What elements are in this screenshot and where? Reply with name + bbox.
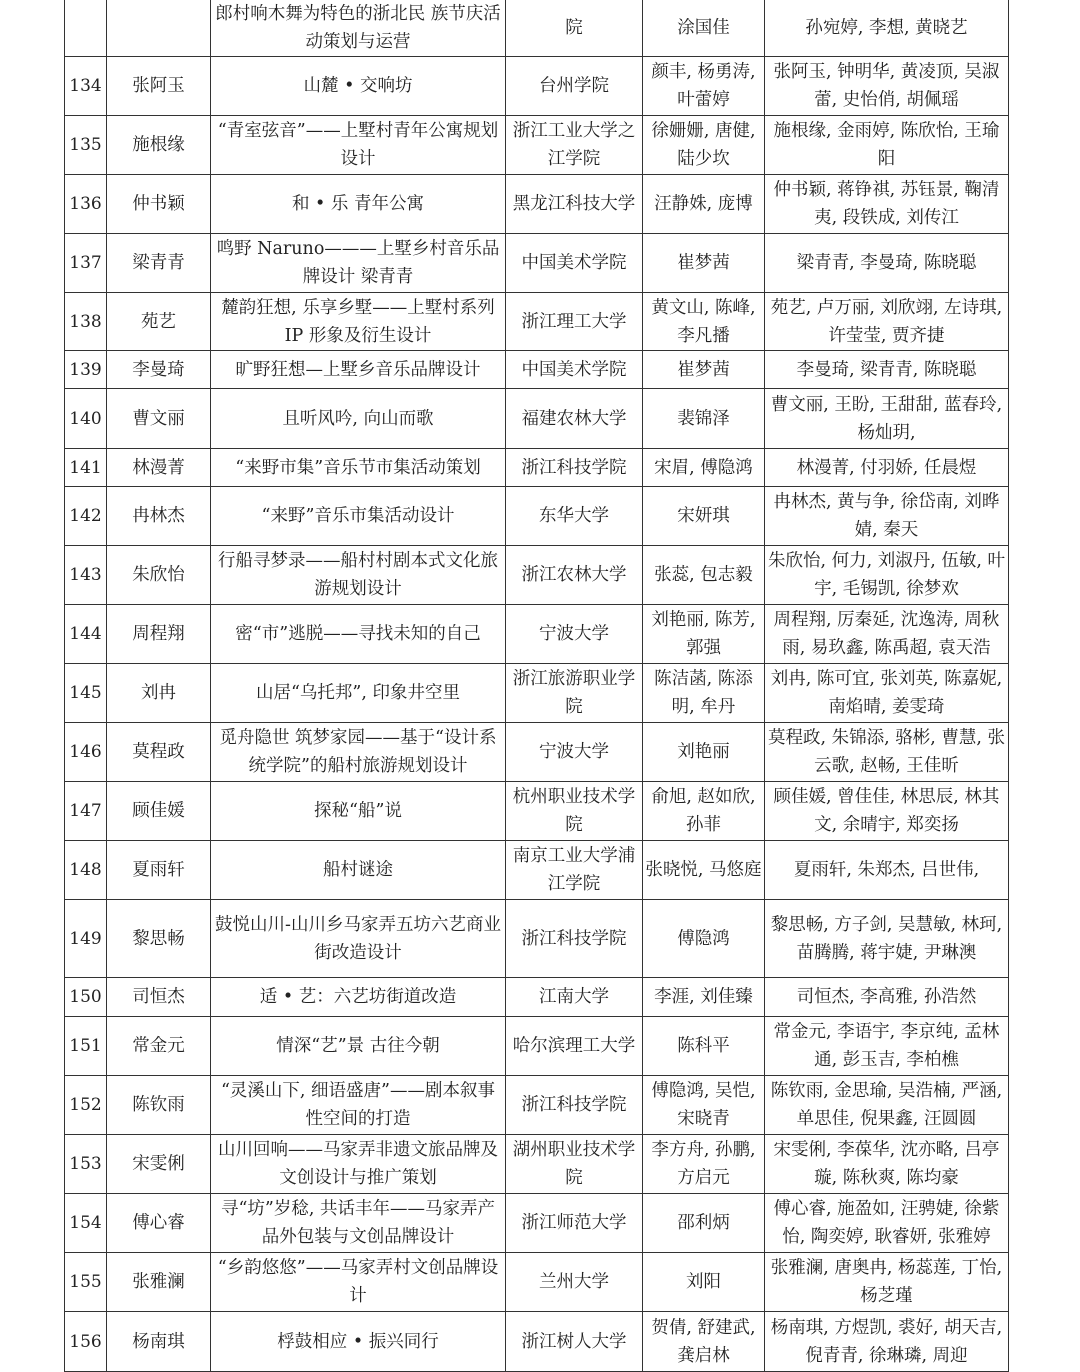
row-number-cell: 139 xyxy=(65,351,107,389)
team-members-cell: 林漫菁, 付羽娇, 任晨煜 xyxy=(765,449,1009,487)
row-number-cell: 149 xyxy=(65,900,107,978)
leader-name-cell: 常金元 xyxy=(107,1017,211,1076)
table-row xyxy=(65,1135,1009,1194)
leader-name-cell: 朱欣怡 xyxy=(107,546,211,605)
table-row xyxy=(65,841,1009,900)
project-title-cell: “灵溪山下, 细语盛唐”——剧本叙事性空间的打造 xyxy=(211,1076,506,1135)
row-number-cell: 144 xyxy=(65,605,107,664)
row-number-cell: 142 xyxy=(65,487,107,546)
team-members-cell: 傅心睿, 施盈如, 汪骋婕, 徐紫怡, 陶奕婷, 耿睿妍, 张雅婷 xyxy=(765,1194,1009,1253)
project-title-cell: 觅舟隐世 筑梦家园——基于“设计系统学院”的船村旅游规划设计 xyxy=(211,723,506,782)
table-row xyxy=(65,449,1009,487)
advisor-names-cell: 傅隐鸿 xyxy=(643,900,765,978)
advisor-names-cell: 宋妍琪 xyxy=(643,487,765,546)
advisor-names-cell: 贺倩, 舒建武, 龚启林 xyxy=(643,1312,765,1372)
school-name-cell: 福建农林大学 xyxy=(506,389,643,449)
school-name-cell: 台州学院 xyxy=(506,57,643,116)
project-title-cell: 麓韵狂想, 乐享乡墅——上墅村系列 IP 形象及衍生设计 xyxy=(211,293,506,351)
team-members-cell: 莫程政, 朱锦添, 骆彬, 曹慧, 张云歌, 赵畅, 王佳昕 xyxy=(765,723,1009,782)
school-name-cell: 黑龙江科技大学 xyxy=(506,175,643,234)
table-row xyxy=(65,487,1009,546)
table-row xyxy=(65,57,1009,116)
table-row xyxy=(65,234,1009,293)
team-members-cell: 张阿玉, 钟明华, 黄凌顶, 吴淑蕾, 史怡俏, 胡佩瑶 xyxy=(765,57,1009,116)
table-row xyxy=(65,0,1009,57)
table-row xyxy=(65,900,1009,978)
team-members-cell: 仲书颖, 蒋铮祺, 苏钰景, 鞠清夷, 段铁成, 刘传江 xyxy=(765,175,1009,234)
leader-name-cell: 顾佳媛 xyxy=(107,782,211,841)
advisor-names-cell: 宋眉, 傅隐鸿 xyxy=(643,449,765,487)
project-title-cell: 和 • 乐 青年公寓 xyxy=(211,175,506,234)
advisor-names-cell: 刘艳丽, 陈芳, 郭强 xyxy=(643,605,765,664)
project-title-cell: 鼓悦山川-山川乡马家弄五坊六艺商业街改造设计 xyxy=(211,900,506,978)
team-members-cell: 苑艺, 卢万丽, 刘欣翊, 左诗琪, 许莹莹, 贾齐捷 xyxy=(765,293,1009,351)
advisor-names-cell: 涂国佳 xyxy=(643,0,765,57)
table-row xyxy=(65,1312,1009,1372)
table-row xyxy=(65,978,1009,1017)
leader-name-cell: 莫程政 xyxy=(107,723,211,782)
school-name-cell: 浙江科技学院 xyxy=(506,1076,643,1135)
project-title-cell: “来野”音乐市集活动设计 xyxy=(211,487,506,546)
team-members-cell: 顾佳媛, 曾佳佳, 林思辰, 林其文, 余晴宇, 郑奕扬 xyxy=(765,782,1009,841)
advisor-names-cell: 李涯, 刘佳臻 xyxy=(643,978,765,1017)
leader-name-cell: 施根缘 xyxy=(107,116,211,175)
project-title-cell: 船村谜途 xyxy=(211,841,506,900)
row-number-cell: 148 xyxy=(65,841,107,900)
team-members-cell: 施根缘, 金雨婷, 陈欣怡, 王瑜阳 xyxy=(765,116,1009,175)
advisor-names-cell: 张蕊, 包志毅 xyxy=(643,546,765,605)
leader-name-cell: 冉林杰 xyxy=(107,487,211,546)
project-title-cell: 适 • 艺：六艺坊街道改造 xyxy=(211,978,506,1017)
team-members-cell: 曹文丽, 王盼, 王甜甜, 蓝春玲, 杨灿玥, xyxy=(765,389,1009,449)
table-row xyxy=(65,351,1009,389)
leader-name-cell: 周程翔 xyxy=(107,605,211,664)
row-number-cell: 152 xyxy=(65,1076,107,1135)
team-members-cell: 朱欣怡, 何力, 刘淑丹, 伍敏, 叶宇, 毛锡凯, 徐梦欢 xyxy=(765,546,1009,605)
award-list-table xyxy=(64,0,1009,1372)
leader-name-cell: 黎思畅 xyxy=(107,900,211,978)
row-number-cell: 134 xyxy=(65,57,107,116)
project-title-cell: 且听风吟, 向山而歌 xyxy=(211,389,506,449)
team-members-cell: 宋雯俐, 李葆华, 沈亦略, 吕亭璇, 陈秋爽, 陈均豪 xyxy=(765,1135,1009,1194)
advisor-names-cell: 傅隐鸿, 吴恺, 宋晓青 xyxy=(643,1076,765,1135)
team-members-cell: 黎思畅, 方子剑, 吴慧敏, 林珂, 苗腾腾, 蒋宇婕, 尹琳澳 xyxy=(765,900,1009,978)
project-title-cell: 山川回响——马家弄非遗文旅品牌及文创设计与推广策划 xyxy=(211,1135,506,1194)
project-title-cell: 行船寻梦录——船村村剧本式文化旅游规划设计 xyxy=(211,546,506,605)
project-title-cell: 旷野狂想—上墅乡音乐品牌设计 xyxy=(211,351,506,389)
advisor-names-cell: 黄文山, 陈峰, 李凡播 xyxy=(643,293,765,351)
school-name-cell: 宁波大学 xyxy=(506,723,643,782)
team-members-cell: 夏雨轩, 朱郑杰, 吕世伟, xyxy=(765,841,1009,900)
team-members-cell: 李曼琦, 梁青青, 陈晓聪 xyxy=(765,351,1009,389)
school-name-cell: 浙江树人大学 xyxy=(506,1312,643,1372)
leader-name-cell: 林漫菁 xyxy=(107,449,211,487)
school-name-cell: 东华大学 xyxy=(506,487,643,546)
row-number-cell: 136 xyxy=(65,175,107,234)
leader-name-cell: 宋雯俐 xyxy=(107,1135,211,1194)
advisor-names-cell: 崔梦茜 xyxy=(643,234,765,293)
table-row xyxy=(65,1017,1009,1076)
project-title-cell: “乡韵悠悠”——马家弄村文创品牌设计 xyxy=(211,1253,506,1312)
team-members-cell: 常金元, 李语宇, 李京纯, 孟林通, 彭玉吉, 李柏樵 xyxy=(765,1017,1009,1076)
project-title-cell: 郎村响木舞为特色的浙北民 族节庆活动策划与运营 xyxy=(211,0,506,57)
leader-name-cell: 苑艺 xyxy=(107,293,211,351)
team-members-cell: 杨南琪, 方煜凯, 裘好, 胡天吉, 倪青青, 徐琳璘, 周迎 xyxy=(765,1312,1009,1372)
project-title-cell: 寻“坊”岁稔, 共话丰年——马家弄产品外包装与文创品牌设计 xyxy=(211,1194,506,1253)
table-row xyxy=(65,782,1009,841)
table-row xyxy=(65,389,1009,449)
leader-name-cell: 夏雨轩 xyxy=(107,841,211,900)
school-name-cell: 江南大学 xyxy=(506,978,643,1017)
advisor-names-cell: 崔梦茜 xyxy=(643,351,765,389)
school-name-cell: 中国美术学院 xyxy=(506,234,643,293)
table-row xyxy=(65,1076,1009,1135)
advisor-names-cell: 颜丰, 杨勇涛, 叶蕾婷 xyxy=(643,57,765,116)
row-number-cell: 146 xyxy=(65,723,107,782)
leader-name-cell: 张雅澜 xyxy=(107,1253,211,1312)
leader-name-cell: 梁青青 xyxy=(107,234,211,293)
school-name-cell: 杭州职业技术学院 xyxy=(506,782,643,841)
project-title-cell: 情深“艺”景 古往今朝 xyxy=(211,1017,506,1076)
project-title-cell: 桴鼓相应 • 振兴同行 xyxy=(211,1312,506,1372)
school-name-cell: 浙江理工大学 xyxy=(506,293,643,351)
row-number-cell: 150 xyxy=(65,978,107,1017)
row-number-cell: 153 xyxy=(65,1135,107,1194)
advisor-names-cell: 刘阳 xyxy=(643,1253,765,1312)
row-number-cell: 138 xyxy=(65,293,107,351)
advisor-names-cell: 陈洁菡, 陈添明, 牟丹 xyxy=(643,664,765,723)
team-members-cell: 司恒杰, 李高雅, 孙浩然 xyxy=(765,978,1009,1017)
team-members-cell: 刘冉, 陈可宜, 张刘英, 陈嘉妮, 南焰晴, 姜雯琦 xyxy=(765,664,1009,723)
project-title-cell: 山麓 • 交响坊 xyxy=(211,57,506,116)
table-row xyxy=(65,175,1009,234)
table-row xyxy=(65,723,1009,782)
team-members-cell: 冉林杰, 黄与争, 徐岱南, 刘晔婧, 秦天 xyxy=(765,487,1009,546)
project-title-cell: “来野市集”音乐节市集活动策划 xyxy=(211,449,506,487)
advisor-names-cell: 裴锦泽 xyxy=(643,389,765,449)
school-name-cell: 浙江旅游职业学院 xyxy=(506,664,643,723)
table-row xyxy=(65,1194,1009,1253)
school-name-cell: 兰州大学 xyxy=(506,1253,643,1312)
row-number-cell: 135 xyxy=(65,116,107,175)
project-title-cell: “青室弦音”——上墅村青年公寓规划设计 xyxy=(211,116,506,175)
advisor-names-cell: 陈科平 xyxy=(643,1017,765,1076)
team-members-cell: 孙宛婷, 李想, 黄晓艺 xyxy=(765,0,1009,57)
advisor-names-cell: 俞旭, 赵如欣, 孙菲 xyxy=(643,782,765,841)
table-row xyxy=(65,116,1009,175)
row-number-cell: 156 xyxy=(65,1312,107,1372)
team-members-cell: 张雅澜, 唐奥冉, 杨蕊莲, 丁怡, 杨芝瑾 xyxy=(765,1253,1009,1312)
school-name-cell: 湖州职业技术学院 xyxy=(506,1135,643,1194)
school-name-cell: 院 xyxy=(506,0,643,57)
row-number-cell: 155 xyxy=(65,1253,107,1312)
row-number-cell: 137 xyxy=(65,234,107,293)
row-number-cell: 143 xyxy=(65,546,107,605)
school-name-cell: 浙江农林大学 xyxy=(506,546,643,605)
leader-name-cell: 杨南琪 xyxy=(107,1312,211,1372)
advisor-names-cell: 汪静姝, 庞博 xyxy=(643,175,765,234)
advisor-names-cell: 徐姗姗, 唐健, 陆少坎 xyxy=(643,116,765,175)
advisor-names-cell: 刘艳丽 xyxy=(643,723,765,782)
table-row xyxy=(65,546,1009,605)
school-name-cell: 哈尔滨理工大学 xyxy=(506,1017,643,1076)
project-title-cell: 探秘“船”说 xyxy=(211,782,506,841)
project-title-cell: 密“市”逃脱——寻找未知的自己 xyxy=(211,605,506,664)
advisor-names-cell: 李方舟, 孙鹏, 方启元 xyxy=(643,1135,765,1194)
project-title-cell: 鸣野 Naruno———上墅乡村音乐品牌设计 梁青青 xyxy=(211,234,506,293)
leader-name-cell: 司恒杰 xyxy=(107,978,211,1017)
school-name-cell: 中国美术学院 xyxy=(506,351,643,389)
school-name-cell: 南京工业大学浦江学院 xyxy=(506,841,643,900)
team-members-cell: 梁青青, 李曼琦, 陈晓聪 xyxy=(765,234,1009,293)
school-name-cell: 浙江科技学院 xyxy=(506,449,643,487)
team-members-cell: 陈钦雨, 金思瑜, 吴浩楠, 严涵, 单思佳, 倪果鑫, 汪圆圆 xyxy=(765,1076,1009,1135)
leader-name-cell: 张阿玉 xyxy=(107,57,211,116)
table-row xyxy=(65,293,1009,351)
advisor-names-cell: 张晓悦, 马悠庭 xyxy=(643,841,765,900)
school-name-cell: 浙江师范大学 xyxy=(506,1194,643,1253)
project-title-cell: 山居“乌托邦”, 印象井空里 xyxy=(211,664,506,723)
row-number-cell: 141 xyxy=(65,449,107,487)
school-name-cell: 浙江工业大学之江学院 xyxy=(506,116,643,175)
leader-name-cell: 陈钦雨 xyxy=(107,1076,211,1135)
school-name-cell: 浙江科技学院 xyxy=(506,900,643,978)
row-number-cell: 151 xyxy=(65,1017,107,1076)
row-number-cell: 147 xyxy=(65,782,107,841)
leader-name-cell xyxy=(107,0,211,57)
row-number-cell: 140 xyxy=(65,389,107,449)
leader-name-cell: 李曼琦 xyxy=(107,351,211,389)
row-number-cell xyxy=(65,0,107,57)
table-body xyxy=(65,0,1009,1372)
team-members-cell: 周程翔, 厉秦延, 沈逸涛, 周秋雨, 易玖鑫, 陈禹超, 袁天浩 xyxy=(765,605,1009,664)
table-row xyxy=(65,1253,1009,1312)
advisor-names-cell: 邵利炳 xyxy=(643,1194,765,1253)
leader-name-cell: 傅心睿 xyxy=(107,1194,211,1253)
leader-name-cell: 刘冉 xyxy=(107,664,211,723)
table-row xyxy=(65,664,1009,723)
leader-name-cell: 曹文丽 xyxy=(107,389,211,449)
row-number-cell: 145 xyxy=(65,664,107,723)
row-number-cell: 154 xyxy=(65,1194,107,1253)
leader-name-cell: 仲书颖 xyxy=(107,175,211,234)
school-name-cell: 宁波大学 xyxy=(506,605,643,664)
table-row xyxy=(65,605,1009,664)
